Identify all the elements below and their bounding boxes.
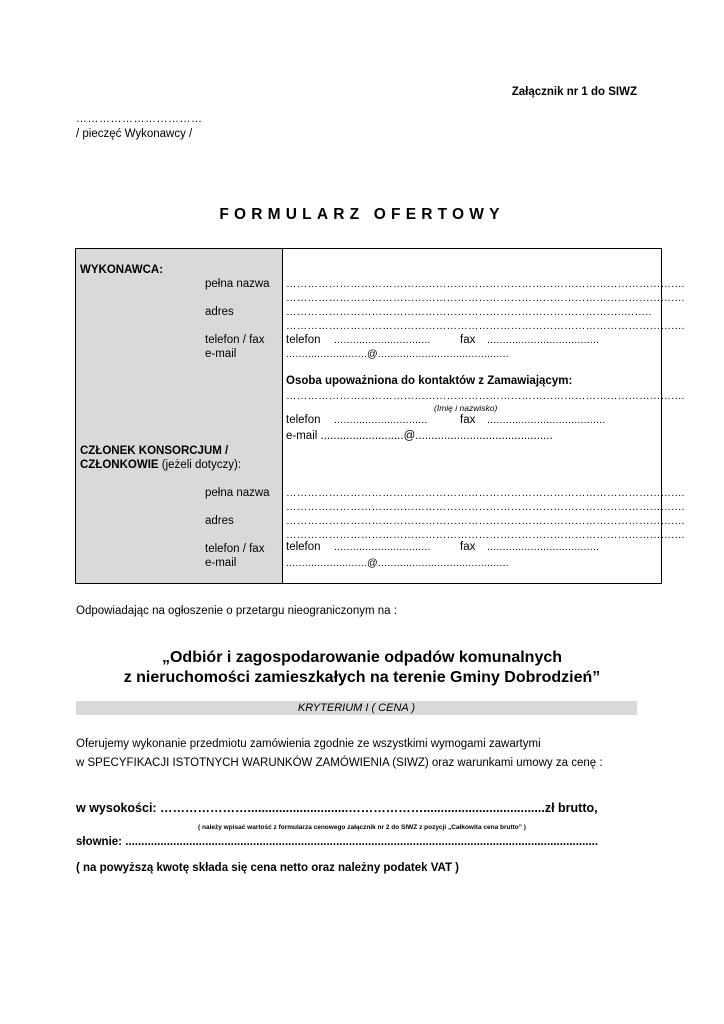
contact-fax-word: fax [460, 414, 476, 426]
attachment-label: Załącznik nr 1 do SIWZ [511, 86, 637, 98]
contractor-name-field-2[interactable]: ……………………………………………………………………………………………….… [286, 292, 686, 304]
vat-note: ( na powyższą kwotę składa się cena netto oraz należny podatek VAT ) [76, 862, 460, 874]
price-in-words-field[interactable]: słownie: .................................................................................................................................................... [76, 836, 599, 848]
consortium-phone-fax-label: telefon / fax [205, 543, 265, 555]
consortium-fax-word: fax [460, 541, 476, 553]
contractor-table [75, 248, 686, 584]
tender-subject-line-2: z nieruchomości zamieszkałych na terenie Gminy Dobrodzień” [123, 669, 601, 686]
consortium-members-label: CZŁONKOWIE [80, 459, 159, 471]
contractor-email-field[interactable]: ..........................@.......................................... [286, 348, 509, 360]
contact-name-field[interactable]: ……………………………………………………………………………………………….… [286, 390, 686, 402]
labels-column [76, 249, 283, 583]
contact-fax-field[interactable]: ...................................... [487, 414, 606, 426]
contractor-address-label: adres [205, 306, 234, 318]
contact-name-hint: (Imię i nazwisko) [434, 403, 498, 413]
consortium-address-field-2[interactable]: ……………………………………………………………………………………………….… [286, 529, 686, 541]
contact-phone-word: telefon [286, 414, 321, 426]
contact-email-field[interactable]: e-mail ..........................@........................................... [286, 430, 553, 442]
contractor-address-field-2[interactable]: ……………………………………………………………………………………………….… [286, 320, 686, 332]
consortium-heading: CZŁONEK KONSORCJUM / [80, 445, 229, 457]
consortium-phone-word: telefon [286, 541, 321, 553]
consortium-name-field-1[interactable]: ……………………………………………………………………………………………….… [286, 487, 686, 499]
tender-subject [0, 648, 724, 688]
price-amount-field[interactable]: w wysokości: ………………….............................………………...................................zł brutto, [76, 801, 598, 815]
offer-text-line-1: Oferujemy wykonanie przedmiotu zamówienia zgodnie ze wszystkimi wymogami zawartymi [76, 738, 541, 750]
consortium-address-field-1[interactable]: ……………………………………………………………………………………………….… [286, 515, 686, 527]
contractor-phone-word: telefon [286, 334, 321, 346]
contractor-heading: WYKONAWCA: [80, 264, 164, 276]
announcement-text: Odpowiadając na ogłoszenie o przetargu nieograniczonym na : [76, 605, 397, 617]
contractor-email-label: e-mail [205, 348, 237, 360]
consortium-applicability-note: (jeżeli dotyczy): [158, 459, 242, 471]
contractor-name-label: pełna nazwa [205, 278, 270, 290]
stamp-placeholder: …………………………… [76, 113, 203, 125]
criteria-bar: KRYTERIUM I ( CENA ) [76, 701, 637, 715]
consortium-address-label: adres [205, 515, 234, 527]
contact-heading: Osoba upoważniona do kontaktów z Zamawiającym: [286, 375, 573, 387]
consortium-name-label: pełna nazwa [205, 487, 270, 499]
consortium-phone-field[interactable]: ............................... [334, 541, 431, 553]
contact-phone-field[interactable]: .............................. [334, 414, 428, 426]
consortium-name-field-2[interactable]: ……………………………………………………………………………………………….… [286, 501, 686, 513]
consortium-subheading [80, 459, 241, 471]
consortium-email-field[interactable]: ..........................@.......................................... [286, 557, 509, 569]
consortium-email-label: e-mail [205, 557, 237, 569]
stamp-label: / pieczęć Wykonawcy / [76, 128, 193, 140]
contractor-name-field-1[interactable]: ……………………………………………………………………………………………….… [286, 278, 686, 290]
contractor-phone-field[interactable]: ............................... [334, 334, 431, 346]
form-title: FORMULARZ OFERTOWY [219, 206, 505, 223]
tender-subject-line-1: „Odbiór i zagospodarowanie odpadów komunalnych [161, 649, 563, 666]
offer-text-line-2: w SPECYFIKACJI ISTOTNYCH WARUNKÓW ZAMÓWIENIA (SIWZ) oraz warunkami umowy za cenę : [76, 757, 603, 769]
contractor-phone-fax-label: telefon / fax [205, 334, 265, 346]
contractor-fax-word: fax [460, 334, 476, 346]
contractor-address-field-1[interactable]: …………………………………………………………………………………..…….. [286, 306, 652, 318]
contractor-fax-field[interactable]: .................................... [487, 334, 600, 346]
consortium-fax-field[interactable]: .................................... [487, 541, 600, 553]
price-note: ( należy wpisać wartość z formularza cenowego załącznik nr 2 do SIWZ z pozycji „Całkowita cena brutto” ) [198, 824, 526, 831]
